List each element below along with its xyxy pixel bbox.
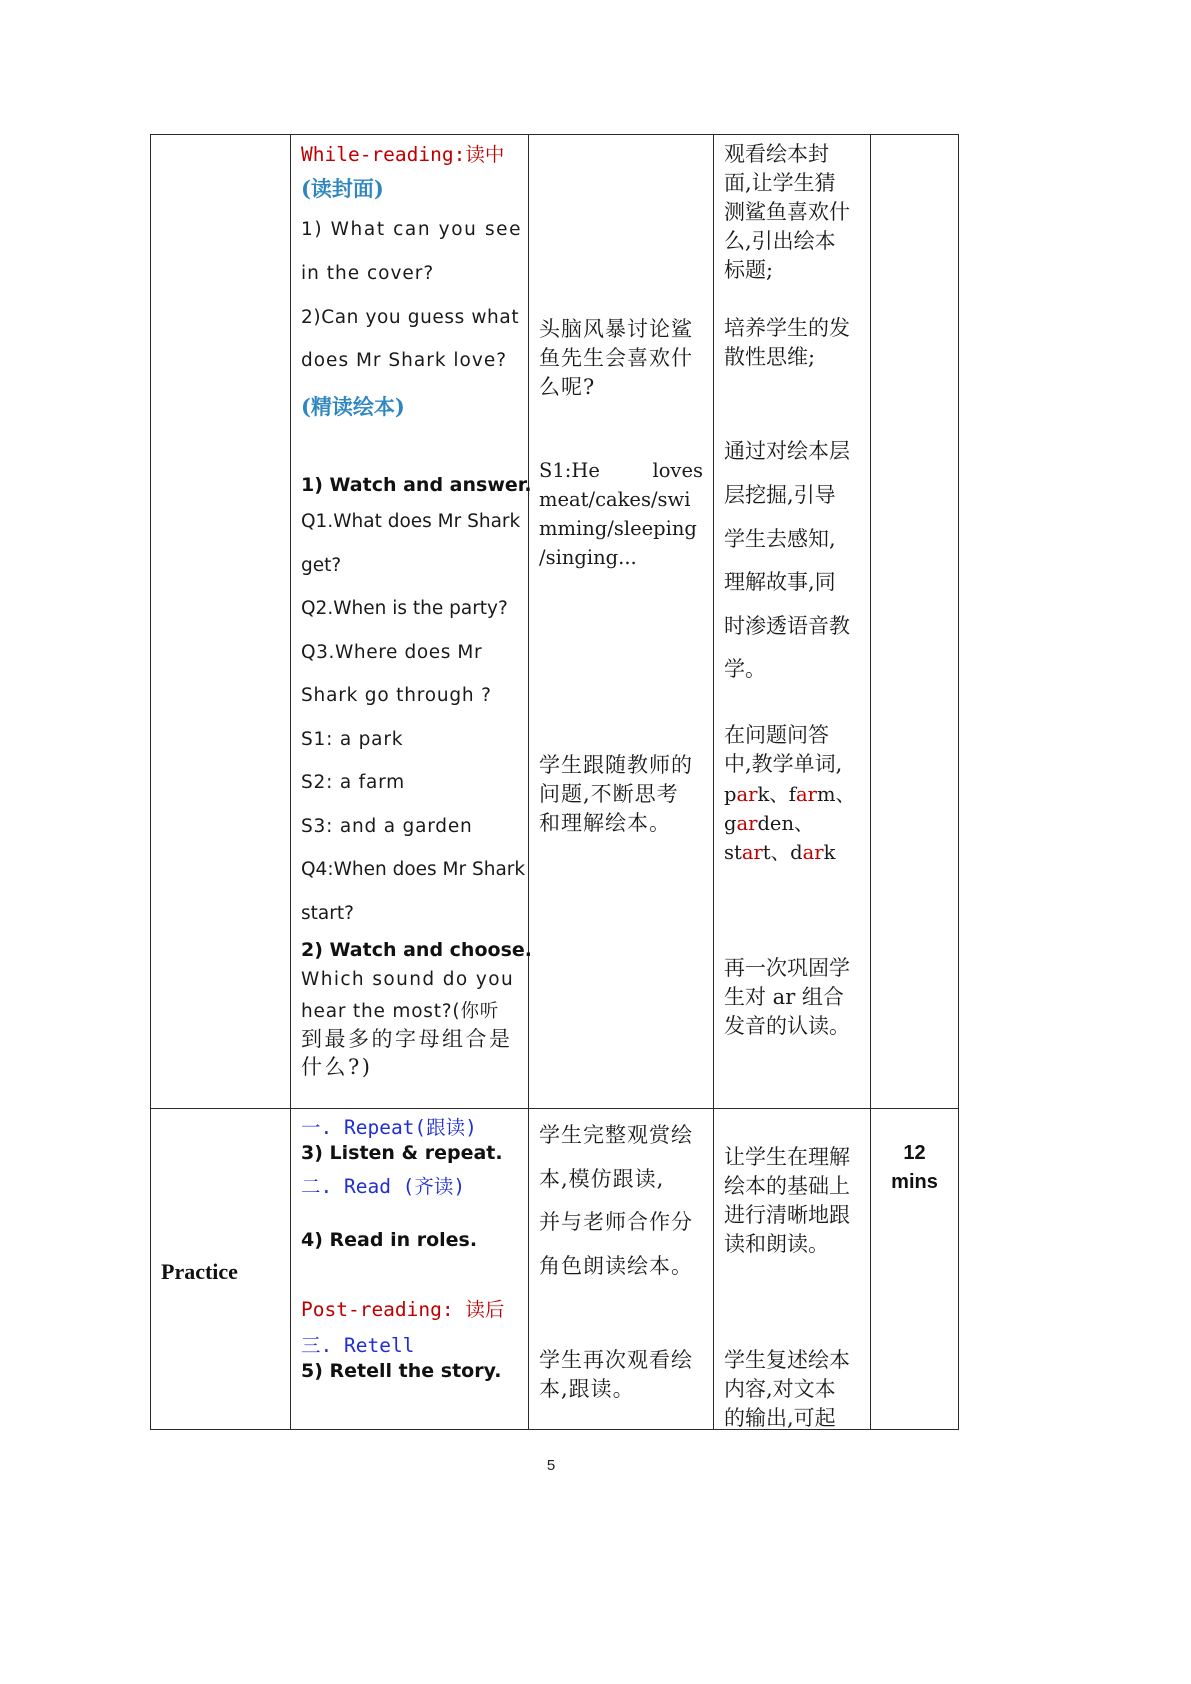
table-row [151,135,959,1109]
question-line: Which sound do you [301,969,515,990]
purpose-text: 进行清晰地跟 [724,1203,850,1227]
purpose-text: 中,教学单词, [724,752,843,776]
student-answer-part: S1:He [539,459,600,482]
while-reading-heading: While-reading:读中 [301,143,505,166]
vocab-word: start [724,841,771,864]
question-line: does Mr Shark love? [301,350,508,371]
cover-heading: (读封面) [301,176,384,201]
student-answer-line: /singing... [539,546,637,569]
student-answer-line [539,459,703,482]
table-row [151,1109,959,1430]
purpose-cell [714,1109,871,1430]
answer-line: S2: a farm [301,772,405,793]
purpose-text: 时渗透语音教 [724,614,850,638]
retell-heading: 三. Retell [301,1334,415,1357]
time-value: 12 [903,1142,926,1164]
question-line: Q2.When is the party? [301,598,508,619]
purpose-text: 生对 ar 组合 [724,985,844,1009]
question-line: Q4:When does Mr Shark [301,859,526,880]
purpose-text: 散性思维; [724,345,816,369]
retell-story-heading: 5) Retell the story. [301,1360,502,1382]
read-heading: 二. Read (齐读) [301,1175,466,1198]
student-activity-text: 学生再次观看绘 [539,1348,693,1372]
student-activity-text: 角色朗读绘本。 [539,1254,693,1278]
brainstorm-text: 么呢? [539,375,596,399]
post-reading-heading: Post-reading: 读后 [301,1298,505,1321]
time-cell [871,1109,959,1430]
purpose-text: 再一次巩固学 [724,956,850,980]
question-line: hear the most?(你听 [301,1001,500,1022]
vocab-word: dark [790,841,836,864]
purpose-text: 培养学生的发 [724,316,850,340]
purpose-text: 通过对绘本层 [724,439,850,463]
purpose-text: 面,让学生猜 [724,171,836,195]
question-line: get? [301,555,342,576]
question-line: 1) What can you see [301,219,523,240]
vocab-word: farm [788,783,836,806]
intensive-reading-heading: (精读绘本) [301,394,405,419]
purpose-cell [714,135,871,1109]
time-cell [871,135,959,1109]
teacher-activity-cell [291,135,532,1109]
purpose-text: 的输出,可起 [724,1406,836,1430]
listen-repeat-heading: 3) Listen & repeat. [301,1142,503,1164]
question-line: Shark go through ? [301,685,492,706]
student-activity-text: 学生完整观赏绘 [539,1123,693,1147]
purpose-text: 读和朗读。 [724,1232,829,1256]
follow-text: 学生跟随教师的 [539,753,693,777]
purpose-text: 标题; [724,258,774,282]
watch-choose-heading: 2) Watch and choose. [301,939,532,961]
purpose-text: 让学生在理解 [724,1145,850,1169]
vocab-word: garden [724,812,795,835]
page-number: 5 [546,1457,556,1474]
question-line: 2)Can you guess what [301,307,520,328]
follow-text: 和理解绘本。 [539,811,671,835]
vocab-line: park、farm、 [724,783,855,806]
stage-cell [151,135,291,1109]
stage-label: Practice [161,1259,238,1284]
brainstorm-text: 头脑风暴讨论鲨 [539,317,693,341]
repeat-heading: 一. Repeat(跟读) [301,1116,477,1139]
student-activity-text: 并与老师合作分 [539,1210,693,1234]
vocab-word: park [724,783,770,806]
purpose-text: 理解故事,同 [724,570,836,594]
follow-text: 问题,不断思考 [539,782,679,806]
purpose-text: 层挖掘,引导 [724,483,836,507]
vocab-line: start、dark [724,841,836,864]
stage-cell [151,1109,291,1430]
brainstorm-text: 鱼先生会喜欢什 [539,346,693,370]
purpose-text: 在问题问答 [724,723,829,747]
question-line: in the cover? [301,263,435,284]
question-line: Q1.What does Mr Shark [301,511,521,532]
student-activity-cell [529,1109,714,1430]
teacher-activity-cell [291,1109,529,1430]
lesson-plan-table [150,134,959,1430]
purpose-text: 学生去感知, [724,527,836,551]
purpose-text: 观看绘本封 [724,142,829,166]
question-line: start? [301,903,354,924]
purpose-text: 发音的认读。 [724,1014,850,1038]
time-unit: mins [891,1171,938,1193]
purpose-text: 么,引出绘本 [724,229,836,253]
student-answer-line: meat/cakes/swi [539,488,691,511]
student-activity-text: 本,跟读。 [539,1377,635,1401]
question-line: 到最多的字母组合是 [301,1027,513,1051]
student-activity-text: 本,模仿跟读, [539,1167,665,1191]
student-answer-part: loves [652,459,703,482]
purpose-text: 学生复述绘本 [724,1348,850,1372]
answer-line: S1: a park [301,729,404,750]
question-line: Q3.Where does Mr [301,642,483,663]
watch-answer-heading: 1) Watch and answer. [301,474,532,496]
student-activity-cell [529,135,714,1109]
purpose-text: 学。 [724,657,766,681]
vocab-line: garden、 [724,812,814,835]
student-answer-line: mming/sleeping [539,517,697,540]
purpose-text: 绘本的基础上 [724,1174,850,1198]
purpose-text: 内容,对文本 [724,1377,836,1401]
answer-line: S3: and a garden [301,816,473,837]
purpose-text: 测鲨鱼喜欢什 [724,200,850,224]
question-line: 什么?) [301,1055,373,1079]
read-roles-heading: 4) Read in roles. [301,1229,478,1251]
